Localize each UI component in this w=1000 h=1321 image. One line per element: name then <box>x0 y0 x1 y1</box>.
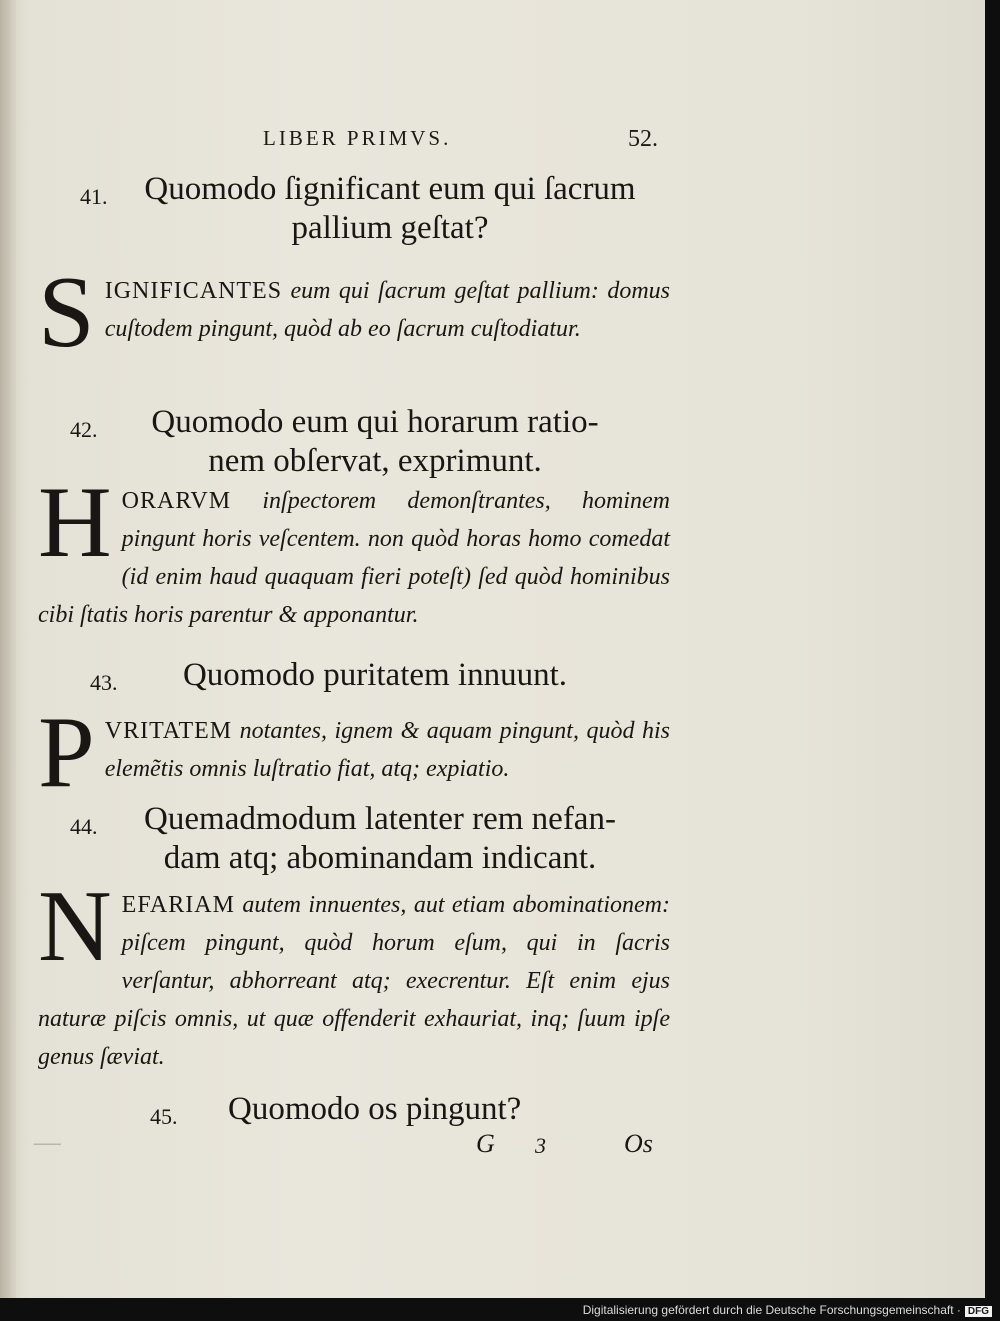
heading-line: Quomodo puritatem innuunt. <box>182 657 568 693</box>
drop-cap: P <box>38 696 95 809</box>
section-42-heading <box>70 403 640 481</box>
heading-line: Quomodo eum qui horarum ratio- <box>151 404 599 440</box>
drop-cap: N <box>38 870 112 983</box>
section-number: 41. <box>80 184 108 209</box>
section-44-heading <box>70 800 650 878</box>
section-42-paragraph <box>38 466 670 634</box>
dfg-logo: DFG <box>965 1306 992 1317</box>
paragraph-lead: VRITATEM <box>104 718 233 744</box>
section-43-heading <box>90 656 610 695</box>
signature-mark: G <box>476 1129 495 1158</box>
section-43-paragraph <box>38 696 670 809</box>
page-gutter <box>0 0 16 1298</box>
section-45-heading <box>150 1090 570 1129</box>
section-41-heading <box>80 170 660 248</box>
section-number: 43. <box>90 670 118 695</box>
paragraph-lead: IGNIFICANTES <box>104 278 283 304</box>
paragraph-lead: EFARIAM <box>121 892 235 918</box>
heading-line: Quomodo ſignificant eum qui ſacrum <box>144 171 636 207</box>
paragraph-text: autem innuentes, aut etiam abominationem: piſcem pingunt, quòd horum eſum, qui in ſacris verſantur, abhorreant atq; execrentur. Eſt enim ejus naturæ piſcis omnis, ut quæ offenderit exhauriat, inq; ſuum ipſe genus ſæviat. <box>38 892 670 1070</box>
bleed-through-text: — <box>34 1125 61 1158</box>
digitization-credit <box>583 1303 992 1317</box>
paragraph-lead: ORARVM <box>121 488 232 514</box>
credit-text: Digitalisierung gefördert durch die Deutsche Forschungsgemeinschaft · <box>582 1303 961 1317</box>
paragraph-text: inſpectorem demonſtrantes, hominem pingunt horis veſcentem. non quòd horas homo comedat (id enim haud quaquam fieri poteſt) ſed quòd hominibus cibi ſtatis horis parentur & apponantur. <box>38 488 670 628</box>
paragraph-text: eum qui ſacrum geſtat pallium: domus cuſtodem pingunt, quòd ab eo ſacrum cuſtodiatur. <box>104 278 670 342</box>
heading-line: Quemadmodum latenter rem nefan- <box>144 801 616 837</box>
section-number: 44. <box>70 814 98 839</box>
drop-cap: S <box>38 256 95 369</box>
heading-line: dam atq; abominandam indicant. <box>163 840 597 876</box>
drop-cap: H <box>38 466 112 579</box>
catchword: Os <box>624 1129 653 1158</box>
heading-line: Quomodo os pingunt? <box>228 1091 522 1127</box>
page-number: 52. <box>628 126 658 152</box>
heading-line: pallium geſtat? <box>291 210 489 246</box>
running-head: LIBER PRIMVS. <box>263 126 452 150</box>
paragraph-text: notantes, ignem & aquam pingunt, quòd his elemẽtis omnis luſtratio fiat, atq; expiatio. <box>104 718 670 782</box>
heading-line: nem obſervat, exprimunt. <box>208 443 542 479</box>
signature-number: 3 <box>535 1133 546 1158</box>
section-44-paragraph <box>38 870 670 1076</box>
section-number: 42. <box>70 417 98 442</box>
section-number: 45. <box>150 1104 178 1129</box>
section-41-paragraph <box>38 256 670 369</box>
